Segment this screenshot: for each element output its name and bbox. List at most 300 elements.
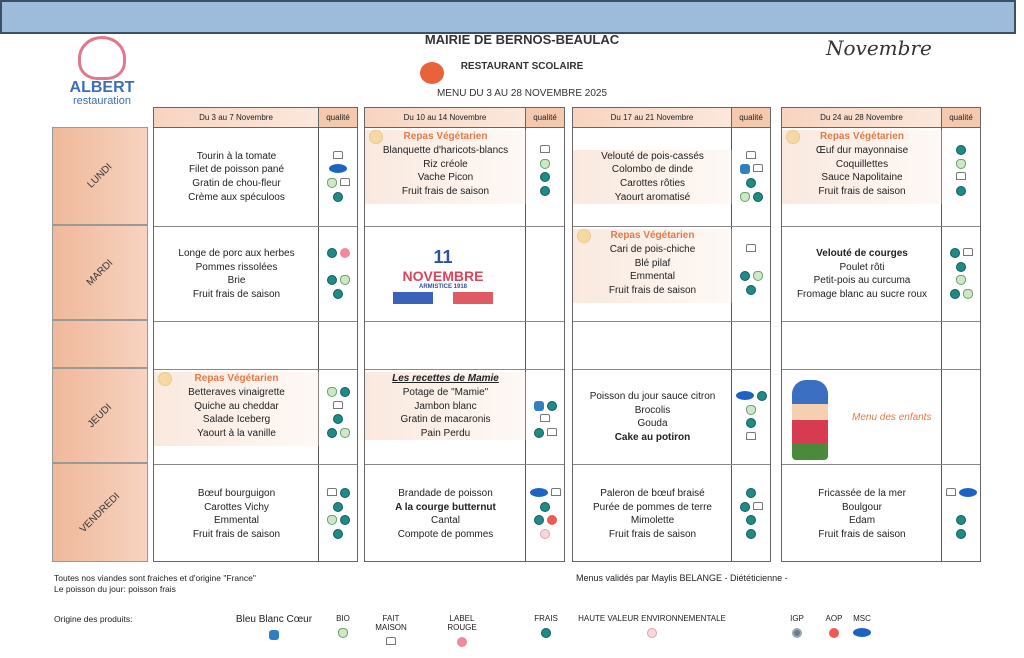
frais-icon	[340, 488, 350, 498]
hve-icon	[647, 628, 657, 638]
menu-item	[782, 158, 942, 172]
armistice-month: NOVEMBRE	[402, 268, 484, 284]
menu-item-name: Cari de pois-chiche	[609, 244, 696, 255]
menu-cell	[782, 128, 980, 226]
frais-icon	[327, 275, 337, 285]
menu-item	[154, 191, 319, 205]
quality-header: qualité	[732, 108, 770, 128]
menu-item-name: Filet de poisson pané	[188, 164, 285, 176]
frais-icon	[333, 502, 343, 512]
frais-icon	[746, 488, 756, 498]
menu-items	[154, 487, 319, 541]
menu-item	[154, 386, 319, 400]
legend-item	[842, 614, 882, 639]
legend-item	[526, 614, 566, 640]
menu-item	[154, 247, 319, 261]
menu-item-name: Fruit frais de saison	[818, 185, 906, 197]
kids-menu-label: Menu des enfants	[852, 412, 932, 423]
fait-maison-icon	[327, 488, 337, 496]
menu-item	[154, 177, 319, 191]
bio-icon	[963, 289, 973, 299]
bio-icon	[740, 192, 750, 202]
bleu-blanc-coeur-icon	[740, 164, 750, 174]
quality-header: qualité	[942, 108, 980, 128]
subtitle: RESTAURANT SCOLAIRE	[460, 61, 584, 72]
menu-cell	[365, 128, 564, 226]
bio-icon	[753, 271, 763, 281]
frais-icon	[540, 186, 550, 196]
quality-icons	[528, 401, 562, 411]
quality-icons	[321, 515, 355, 525]
menu-cell	[782, 321, 980, 369]
menu-item	[573, 404, 732, 418]
frais-icon	[541, 628, 551, 638]
bio-icon	[338, 628, 348, 638]
bleu-blanc-coeur-icon	[534, 401, 544, 411]
flag-icon	[393, 292, 493, 304]
top-bar	[0, 0, 1016, 34]
menu-items	[782, 487, 942, 541]
menu-item-name: Emmental	[213, 515, 259, 527]
menu-cell	[365, 321, 564, 369]
menu-item	[154, 150, 319, 164]
menu-item	[782, 185, 942, 199]
menu-item-name: Fruit frais de saison	[608, 284, 697, 296]
menu-item	[573, 163, 732, 177]
menu-item	[573, 270, 732, 284]
menu-item-name: Cake au potiron	[614, 432, 691, 444]
menu-item	[782, 247, 942, 261]
frais-icon	[956, 145, 966, 155]
fait-maison-icon	[963, 248, 973, 256]
menu-item-name: Salade Iceberg	[202, 414, 271, 426]
hve-icon	[540, 529, 550, 539]
menu-item-name: Fromage blanc au sucre roux	[796, 289, 928, 301]
menu-cell	[154, 226, 357, 321]
menu-cell	[573, 226, 770, 321]
menu-item	[782, 501, 942, 515]
menu-item-name: Fruit frais de saison	[192, 529, 281, 541]
menu-item-name: Bœuf bourguigon	[197, 488, 276, 500]
bio-icon	[327, 178, 337, 188]
bio-icon	[746, 405, 756, 415]
msc-icon	[736, 391, 754, 400]
quality-icons	[321, 488, 355, 498]
fait-maison-icon	[340, 178, 350, 186]
quality-icons	[321, 164, 355, 173]
bio-icon	[956, 275, 966, 285]
menu-item-name: Blanquette d'haricots-blancs	[382, 145, 509, 156]
quality-icons	[734, 515, 768, 525]
menu-item	[782, 288, 942, 302]
menu-item	[154, 528, 319, 542]
fait-maison-icon	[956, 172, 966, 180]
aop-icon	[829, 628, 839, 638]
frais-icon	[956, 186, 966, 196]
menu-item-name: Cantal	[431, 515, 460, 527]
menu-item	[573, 390, 732, 404]
quality-icons	[321, 387, 355, 397]
fait-maison-icon	[333, 151, 343, 159]
igp-icon	[792, 628, 802, 638]
menu-item	[573, 528, 732, 542]
frais-icon	[333, 289, 343, 299]
label-rouge-icon	[457, 637, 467, 647]
koala-icon	[78, 36, 126, 80]
fait-maison-icon	[746, 432, 756, 440]
menu-title: MENU DU 3 AU 28 NOVEMBRE 2025	[436, 88, 608, 99]
frais-icon	[327, 248, 337, 258]
frais-icon	[956, 515, 966, 525]
legend-label: FAIT MAISON	[375, 614, 407, 632]
menu-item-name: Poulet rôti	[839, 261, 885, 273]
menu-items	[154, 150, 319, 204]
legend-label: FRAIS	[534, 614, 558, 623]
bio-icon	[956, 159, 966, 169]
quality-icons	[734, 529, 768, 539]
frais-icon	[534, 515, 544, 525]
menu-item	[365, 528, 526, 542]
menu-item-name: Jambon blanc	[414, 400, 477, 412]
menu-item-name: Blé pilaf	[634, 257, 671, 269]
msc-icon	[329, 164, 347, 173]
menu-item	[573, 284, 732, 298]
quality-icons	[528, 159, 562, 169]
menu-item	[573, 431, 732, 445]
quality-icons	[944, 262, 978, 272]
quality-icons	[734, 418, 768, 428]
fait-maison-icon	[333, 401, 343, 409]
menu-item	[782, 514, 942, 528]
day-label: LUNDI	[85, 161, 115, 191]
menu-item	[154, 487, 319, 501]
menu-item-name: Pommes rissolées	[195, 261, 278, 273]
menu-item	[365, 386, 526, 400]
menu-items	[782, 247, 942, 301]
frais-icon	[753, 192, 763, 202]
logo-tagline: restauration	[72, 95, 132, 107]
menu-item-name: Brie	[227, 275, 246, 287]
menu-item-name: Fricassée de la mer	[818, 488, 906, 500]
mamie-title: Les recettes de Mamie	[392, 373, 499, 384]
quality-icons	[734, 285, 768, 295]
quality-icons	[321, 178, 355, 188]
armistice-caption: ARMISTICE 1918	[418, 284, 467, 290]
quality-icons	[528, 502, 562, 512]
quality-icons	[944, 515, 978, 525]
menu-item-name: Compote de pommes	[397, 529, 494, 541]
menu-item-name: Fruit frais de saison	[401, 185, 490, 197]
frais-icon	[956, 262, 966, 272]
frais-icon	[340, 387, 350, 397]
menu-item	[573, 191, 732, 205]
menu-cell	[154, 369, 357, 464]
day-label-cell	[52, 127, 148, 225]
quality-icons	[734, 391, 768, 401]
meat-note: Toutes nos viandes sont fraiches et d'origine "France"	[54, 573, 256, 583]
menu-item-name: A la courge butternut	[395, 501, 496, 513]
menu-item-name: Emmental	[629, 271, 675, 283]
menu-item-name: Poisson du jour sauce citron	[589, 391, 716, 403]
frais-icon	[547, 401, 557, 411]
menu-item-name: Velouté de courges	[816, 248, 908, 260]
menu-cell	[573, 128, 770, 226]
legend-label: MSC	[853, 614, 871, 623]
menu-item-name: Brandade de poisson	[398, 488, 493, 500]
menu-item	[573, 257, 732, 271]
menu-items	[573, 487, 732, 541]
vegetarian-title: Repas Végétarien	[610, 230, 695, 241]
quality-icons	[321, 401, 355, 409]
bio-icon	[340, 428, 350, 438]
menu-item	[365, 144, 526, 158]
menu-item-name: Œuf dur mayonnaise	[815, 145, 909, 156]
menu-cell	[365, 464, 564, 563]
menu-item	[154, 288, 319, 302]
month-badge	[826, 36, 932, 98]
menu-item	[154, 400, 319, 414]
menu-item-name: Paleron de bœuf braisé	[600, 488, 705, 500]
menu-item-name: Tourin à la tomate	[196, 150, 277, 162]
legend-item	[371, 614, 411, 647]
frais-icon	[340, 515, 350, 525]
quality-icons	[321, 151, 355, 159]
week-column	[781, 107, 981, 562]
menu-item-name: Riz créole	[423, 158, 468, 170]
menu-item-name: Brocolis	[634, 404, 671, 416]
menu-cell	[573, 369, 770, 464]
menu-item	[365, 185, 526, 199]
frais-icon	[746, 418, 756, 428]
menu-item-name: Mimolette	[630, 515, 675, 527]
frais-icon	[740, 271, 750, 281]
menu-items	[573, 229, 732, 303]
menu-cell	[154, 321, 357, 369]
menu-item-name: Pain Perdu	[420, 427, 471, 439]
menu-item-name: Longe de porc aux herbes	[178, 248, 295, 260]
menu-item-name: Crème aux spéculoos	[188, 191, 285, 203]
menu-item-name: Boulgour	[841, 501, 883, 513]
quality-icons	[944, 172, 978, 180]
armistice-banner	[393, 233, 493, 313]
legend-item	[442, 614, 482, 649]
week-column	[364, 107, 565, 562]
vegetarian-title: Repas Végétarien	[194, 373, 279, 384]
quality-icons	[734, 151, 768, 159]
quality-icons	[528, 172, 562, 182]
bio-icon	[327, 515, 337, 525]
legend-label: Bleu Blanc Cœur	[235, 614, 313, 625]
menu-item-name: Fruit frais de saison	[818, 529, 906, 541]
menu-item-name: Gouda	[637, 418, 668, 430]
quality-icons	[321, 502, 355, 512]
frais-icon	[956, 529, 966, 539]
menu-item-name: Potage de "Mamie"	[402, 387, 489, 398]
menu-item	[573, 177, 732, 191]
menu-item-name: Petit-pois au curcuma	[813, 275, 911, 287]
quality-header: qualité	[319, 108, 357, 128]
quality-icons	[528, 529, 562, 539]
quality-icons	[944, 529, 978, 539]
quality-icons	[944, 145, 978, 155]
week-header: Du 10 au 14 Novembre	[365, 108, 526, 128]
quality-icons	[734, 244, 768, 252]
quality-icons	[321, 248, 355, 258]
menu-item-name: Purée de pommes de terre	[593, 501, 712, 513]
fait-maison-icon	[386, 637, 396, 645]
menu-item	[365, 427, 526, 441]
quality-icons	[734, 192, 768, 202]
menu-items	[365, 372, 526, 440]
month-badge-text: Novembre	[826, 36, 932, 60]
menu-item	[782, 261, 942, 275]
legend-item	[323, 614, 363, 640]
quality-icons	[528, 515, 562, 525]
quality-icons	[528, 414, 562, 422]
legend-item	[572, 614, 732, 640]
menu-items	[782, 130, 942, 204]
day-label-cell	[52, 225, 148, 320]
frais-icon	[333, 529, 343, 539]
menu-item-name: Betteraves vinaigrette	[188, 387, 285, 398]
menu-item	[573, 501, 732, 515]
menu-item	[154, 413, 319, 427]
menu-item	[365, 487, 526, 501]
frais-icon	[740, 502, 750, 512]
logo-brand: ALBERT	[69, 79, 135, 96]
menu-item-name: Quiche au cheddar	[194, 400, 279, 412]
fait-maison-icon	[540, 414, 550, 422]
quality-icons	[734, 271, 768, 281]
menu-item	[154, 163, 319, 177]
frais-icon	[746, 178, 756, 188]
menu-item	[154, 261, 319, 275]
menu-item	[365, 400, 526, 414]
quality-icons	[944, 248, 978, 258]
menu-item	[782, 487, 942, 501]
menu-item	[365, 501, 526, 515]
frais-icon	[746, 285, 756, 295]
menu-item	[782, 171, 942, 185]
day-label: MARDI	[84, 257, 116, 288]
quality-icons	[528, 488, 562, 497]
frais-icon	[534, 428, 544, 438]
msc-icon	[530, 488, 548, 497]
legend-label: IGP	[790, 614, 804, 623]
menu-item-name: Gratin de macaronis	[400, 414, 491, 426]
menu-item	[154, 514, 319, 528]
menu-item	[365, 158, 526, 172]
menu-item	[365, 171, 526, 185]
week-header: Du 3 au 7 Novembre	[154, 108, 319, 128]
quality-icons	[944, 488, 978, 497]
legend-label: HAUTE VALEUR ENVIRONNEMENTALE	[578, 614, 726, 623]
fait-maison-icon	[547, 428, 557, 436]
page-title: MAIRIE DE BERNOS-BEAULAC	[424, 32, 620, 47]
menu-item	[782, 274, 942, 288]
menu-cell	[365, 226, 564, 321]
menu-cell	[154, 464, 357, 563]
menu-cell	[782, 226, 980, 321]
quality-icons	[321, 275, 355, 285]
quality-icons	[321, 192, 355, 202]
quality-icons	[734, 405, 768, 415]
albert-logo	[62, 36, 142, 107]
fait-maison-icon	[746, 244, 756, 252]
menu-cell	[782, 369, 980, 464]
quality-icons	[321, 414, 355, 424]
menu-items	[573, 150, 732, 204]
fait-maison-icon	[540, 145, 550, 153]
menu-cell	[782, 464, 980, 563]
legend-item	[777, 614, 817, 640]
msc-icon	[853, 628, 871, 637]
menu-cell	[573, 321, 770, 369]
menu-item	[782, 144, 942, 158]
frais-icon	[333, 414, 343, 424]
week-header: Du 17 au 21 Novembre	[573, 108, 732, 128]
week-column	[572, 107, 771, 562]
legend-label: AOP	[825, 614, 843, 623]
menu-item-name: Carottes rôties	[619, 177, 686, 189]
fait-maison-icon	[753, 502, 763, 510]
menu-item-name: Vache Picon	[417, 172, 474, 184]
chef-kid-icon	[792, 380, 828, 460]
menu-item	[573, 514, 732, 528]
menu-item	[573, 243, 732, 257]
menu-item	[154, 427, 319, 441]
week-column	[153, 107, 358, 562]
bio-icon	[540, 159, 550, 169]
aop-icon	[547, 515, 557, 525]
quality-header: qualité	[526, 108, 564, 128]
frais-icon	[746, 529, 756, 539]
quality-icons	[321, 529, 355, 539]
menu-items	[154, 372, 319, 446]
quality-icons	[734, 178, 768, 188]
menu-item-name: Coquillettes	[835, 158, 889, 170]
menu-item-name: Carottes Vichy	[204, 501, 269, 513]
legend-item	[234, 614, 314, 643]
quality-icons	[734, 432, 768, 440]
legend-label: BIO	[336, 614, 350, 623]
menu-item	[154, 274, 319, 288]
menu-items	[154, 247, 319, 301]
fait-maison-icon	[946, 488, 956, 496]
day-label-cell	[52, 463, 148, 562]
quality-icons	[734, 164, 768, 174]
legend-label: LABEL ROUGE	[447, 614, 477, 632]
frais-icon	[540, 502, 550, 512]
frais-icon	[950, 289, 960, 299]
label-rouge-icon	[340, 248, 350, 258]
fait-maison-icon	[753, 164, 763, 172]
quality-icons	[528, 186, 562, 196]
menu-item-name: Colombo de dinde	[611, 164, 694, 176]
menu-cell	[154, 128, 357, 226]
menu-item	[365, 413, 526, 427]
day-label: VENDREDI	[77, 490, 123, 535]
menu-item	[573, 150, 732, 164]
menu-item-name: Gratin de chou-fleur	[192, 177, 281, 189]
menu-item-name: Fruit frais de saison	[608, 529, 697, 541]
origin-label: Origine des produits:	[54, 614, 133, 624]
quality-icons	[944, 289, 978, 299]
frais-icon	[333, 192, 343, 202]
armistice-day: 11	[433, 247, 453, 267]
msc-icon	[959, 488, 977, 497]
quality-icons	[734, 488, 768, 498]
